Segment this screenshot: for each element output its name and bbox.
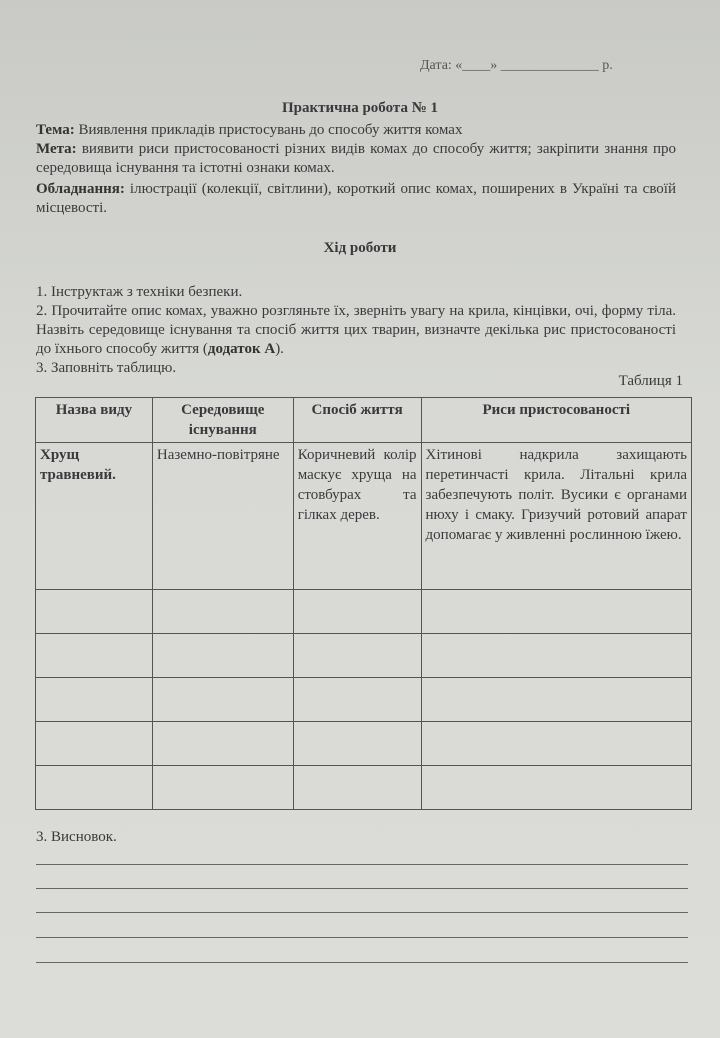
step-1: 1. Інструктаж з техніки безпеки. bbox=[36, 284, 243, 300]
cell-adaptations: Хітинові надкрила захищають перетинчасті крила. Літальні крила забезпечують політ. Вусики є органами нюху і смаку. Гризучий ротовий апарат допомагає у живленні рослинною їжею. bbox=[421, 443, 691, 590]
empty-cell[interactable] bbox=[421, 590, 691, 634]
conclusion-label: 3. Висновок. bbox=[36, 829, 117, 845]
table-row-empty bbox=[36, 722, 692, 766]
date-field: Дата: «____» ______________ р. bbox=[420, 58, 613, 73]
page-title: Практична робота № 1 bbox=[281, 100, 439, 116]
theme-text: Виявлення прикладів пристосувань до способу життя комах bbox=[74, 122, 463, 138]
adaptation-table bbox=[35, 397, 692, 810]
equipment-text: ілюстрації (колекції, світлини), короткий опис комах, поширених в Україні та своїй місцевості. bbox=[36, 181, 676, 216]
goal bbox=[36, 140, 676, 178]
step-2-text: 2. Прочитайте опис комах, уважно розгляньте їх, зверніть увагу на крила, кінцівки, очі, форму тіла. Назвіть середовище існування та спосіб життя цих тварин, визначте декілька рис пристосованості до їхнього способу життя ( bbox=[36, 303, 676, 357]
step-2-end: ). bbox=[275, 341, 284, 357]
empty-cell[interactable] bbox=[36, 590, 153, 634]
empty-cell[interactable] bbox=[36, 766, 153, 810]
empty-cell[interactable] bbox=[36, 722, 153, 766]
header-adaptations: Риси пристосованості bbox=[421, 398, 691, 443]
conclusion-line[interactable] bbox=[36, 912, 688, 913]
cell-habitat: Наземно-повітряне bbox=[152, 443, 293, 590]
empty-cell[interactable] bbox=[293, 678, 421, 722]
empty-cell[interactable] bbox=[152, 678, 293, 722]
theme bbox=[36, 121, 676, 140]
step-2 bbox=[36, 302, 676, 359]
empty-cell[interactable] bbox=[421, 634, 691, 678]
empty-cell[interactable] bbox=[36, 678, 153, 722]
goal-text: виявити риси пристосованості різних видів комах до способу життя; закріпити знання про середовища існування та істотні ознаки комах. bbox=[36, 141, 676, 176]
conclusion-line[interactable] bbox=[36, 937, 688, 938]
empty-cell[interactable] bbox=[421, 678, 691, 722]
empty-cell[interactable] bbox=[293, 634, 421, 678]
procedure-heading: Хід роботи bbox=[323, 240, 397, 256]
empty-cell[interactable] bbox=[293, 722, 421, 766]
table-header-row bbox=[36, 398, 692, 443]
goal-label: Мета: bbox=[36, 141, 77, 157]
conclusion-line[interactable] bbox=[36, 888, 688, 889]
empty-cell[interactable] bbox=[152, 722, 293, 766]
table-row-empty bbox=[36, 678, 692, 722]
table-row-empty bbox=[36, 590, 692, 634]
header-lifestyle: Спосіб життя bbox=[293, 398, 421, 443]
equipment bbox=[36, 180, 676, 218]
table-caption: Таблиця 1 bbox=[618, 373, 683, 389]
empty-cell[interactable] bbox=[36, 634, 153, 678]
empty-cell[interactable] bbox=[421, 766, 691, 810]
table-row-empty bbox=[36, 766, 692, 810]
conclusion-line[interactable] bbox=[36, 864, 688, 865]
empty-cell[interactable] bbox=[293, 590, 421, 634]
step-3: 3. Заповніть таблицю. bbox=[36, 360, 177, 376]
cell-lifestyle: Коричневий колір маскує хруща на стовбурах та гілках дерев. bbox=[293, 443, 421, 590]
header-habitat: Середовище існування bbox=[152, 398, 293, 443]
cell-species: Хрущ травневий. bbox=[36, 443, 153, 590]
appendix-ref: додаток А bbox=[207, 341, 276, 357]
theme-label: Тема: bbox=[36, 122, 75, 138]
empty-cell[interactable] bbox=[152, 634, 293, 678]
empty-cell[interactable] bbox=[421, 722, 691, 766]
table-row bbox=[36, 443, 692, 590]
empty-cell[interactable] bbox=[152, 766, 293, 810]
equipment-label: Обладнання: bbox=[36, 181, 125, 197]
empty-cell[interactable] bbox=[293, 766, 421, 810]
table-row-empty bbox=[36, 634, 692, 678]
conclusion-line[interactable] bbox=[36, 962, 688, 963]
header-species: Назва виду bbox=[36, 398, 153, 443]
empty-cell[interactable] bbox=[152, 590, 293, 634]
